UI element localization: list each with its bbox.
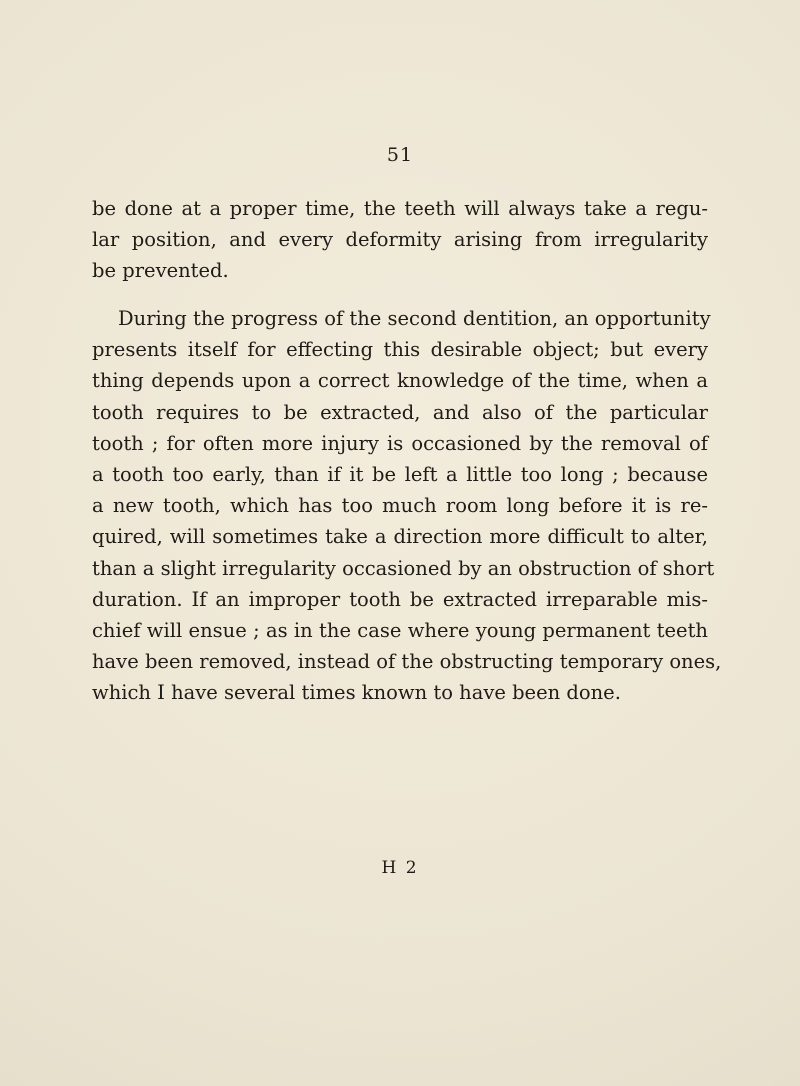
text-line: lar position, and every deformity arising from irregularity [92, 228, 708, 252]
text-line: a tooth too early, than if it be left a little too long ; because [92, 463, 708, 487]
paragraph-2 [92, 303, 722, 709]
text-line: a new tooth, which has too much room long before it is re- [92, 494, 708, 518]
page-number: 51 [386, 144, 414, 166]
text-line: tooth requires to be extracted, and also of the particular [92, 400, 708, 424]
text-line: quired, will sometimes take a direction more difficult to alter, [92, 525, 708, 549]
paragraph-1 [92, 193, 708, 287]
text-line: thing depends upon a correct knowledge of the time, when a [92, 369, 708, 393]
text-line: be prevented. [92, 259, 229, 283]
text-line: presents itself for effecting this desirable object; but every [92, 338, 708, 362]
text-line: have been removed, instead of the obstructing temporary ones, [92, 650, 722, 674]
text-line: than a slight irregularity occasioned by an obstruction of short [92, 556, 715, 580]
text-line: duration. If an improper tooth be extracted irreparable mis- [92, 587, 708, 611]
text-line: be done at a proper time, the teeth will always take a regu- [92, 197, 708, 220]
signature-mark: H 2 [381, 858, 419, 878]
text-line: which I have several times known to have been done. [92, 681, 621, 705]
text-line: During the progress of the second dentition, an opportunity [118, 307, 711, 330]
text-line: tooth ; for often more injury is occasioned by the removal of [92, 431, 708, 455]
text-line: chief will ensue ; as in the case where young permanent teeth [92, 619, 708, 643]
